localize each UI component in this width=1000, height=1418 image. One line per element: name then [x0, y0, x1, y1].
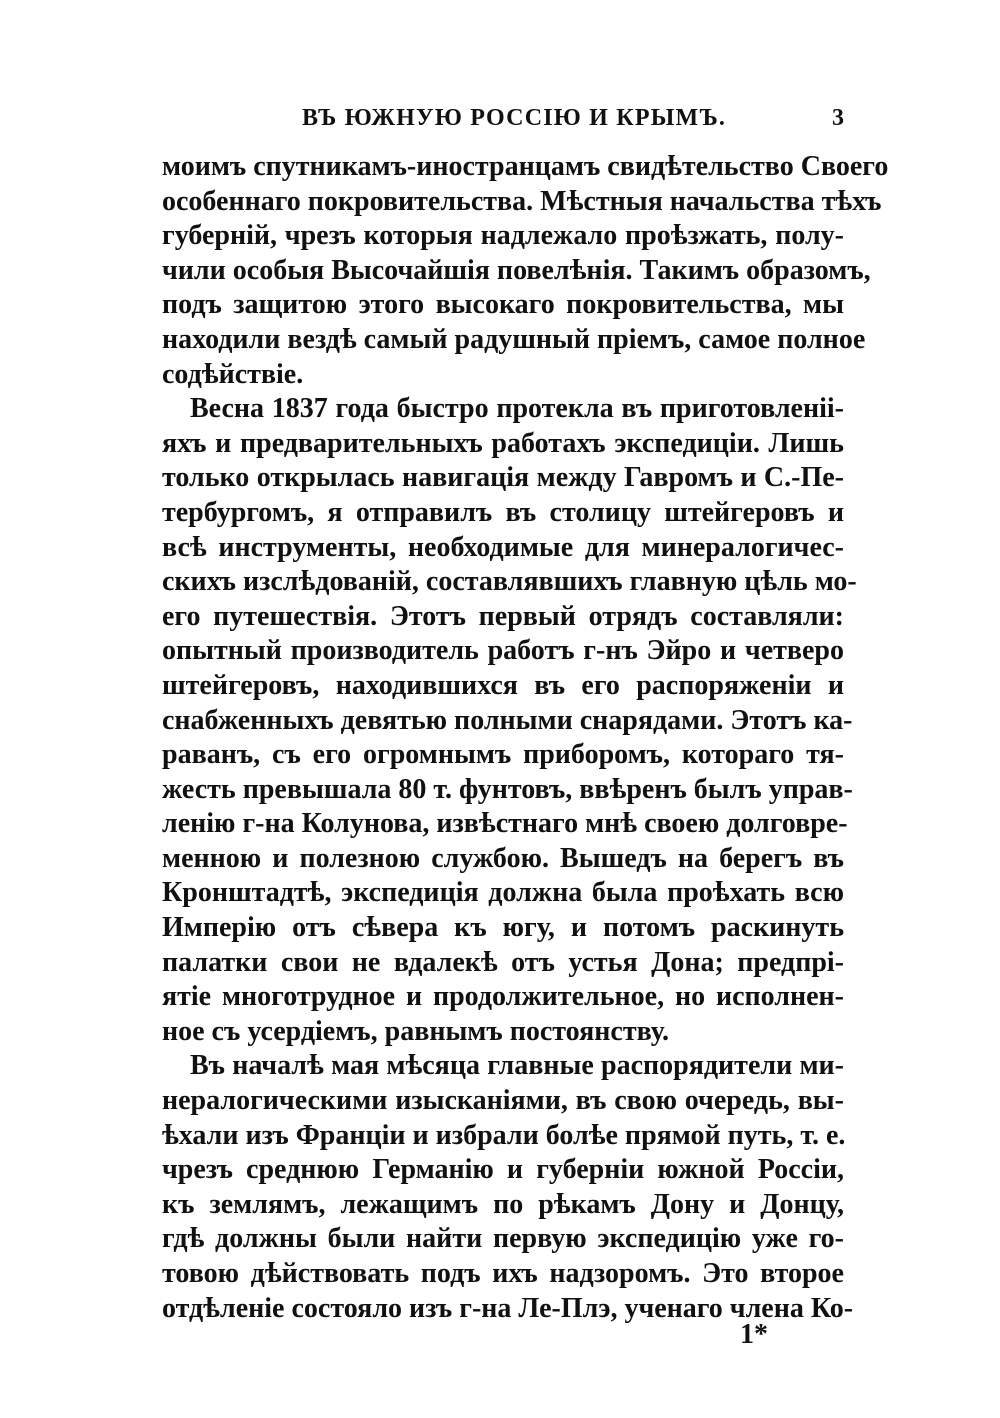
text-line: подъ защитою этого высокаго покровительства, мы	[162, 289, 844, 321]
text-line: особеннаго покровительства. Мѣстныя начальства тѣхъ	[162, 185, 882, 217]
text-line: только открылась навигація между Гавромъ и С.-Пе-	[162, 462, 844, 494]
text-line: всѣ инструменты, необходимые для минералогичес-	[162, 531, 844, 563]
text-line: его путешествія. Этотъ первый отрядъ составляли:	[162, 600, 844, 632]
page-body	[162, 150, 889, 1326]
text-line: снабженныхъ девятью полными снарядами. Этотъ ка-	[162, 704, 853, 736]
text-line: товою дѣйствовать подъ ихъ надзоромъ. Это второе	[162, 1258, 844, 1289]
text-line: ѣхали изъ Франціи и избрали болѣе прямой путь, т. е.	[162, 1119, 846, 1151]
text-line: раванъ, съ его огромнымъ приборомъ, котораго тя-	[162, 739, 844, 771]
page-number: 3	[832, 105, 844, 131]
text-line: Въ началѣ мая мѣсяца главные распорядители ми-	[190, 1050, 844, 1082]
text-line: скихъ изслѣдованій, составлявшихъ главную цѣль мо-	[162, 566, 857, 598]
text-line: отдѣленіе состояло изъ г-на Ле-Плэ, ученаго члена Ко-	[162, 1292, 854, 1324]
text-line: менною и полезною службою. Вышедъ на берегъ въ	[162, 842, 844, 874]
paragraph-3	[162, 1049, 854, 1326]
text-line: палатки свои не вдалекѣ отъ устья Дона; предпрі-	[162, 946, 844, 978]
running-title: ВЪ ЮЖНУЮ РОССІЮ И КРЫМЪ.	[302, 105, 727, 131]
paragraph-1	[162, 150, 889, 392]
paragraph-2	[162, 392, 857, 1049]
text-line: Весна 1837 года быстро протекла въ приготовленіі-	[190, 393, 844, 425]
text-line: чрезъ среднюю Германію и губерніи южной Россіи,	[162, 1154, 844, 1186]
text-line: ное съ усердіемъ, равнымъ постоянству.	[162, 1015, 669, 1047]
text-line: опытный производитель работъ г-нъ Эйро и четверо	[162, 635, 844, 667]
page-header	[162, 98, 844, 138]
text-line: губерній, чрезъ которыя надлежало проѣзжать, полу-	[162, 220, 844, 252]
printer-signature-mark: 1*	[740, 1319, 768, 1350]
text-line: жесть превышала 80 т. фунтовъ, ввѣренъ былъ управ-	[162, 773, 853, 805]
text-line: тербургомъ, я отправилъ въ столицу штейгеровъ и	[162, 496, 844, 528]
text-line: моимъ спутникамъ-иностранцамъ свидѣтельство Своего	[162, 151, 889, 182]
text-line: Кронштадтѣ, экспедиція должна была проѣхать всю	[162, 877, 844, 909]
text-line: находили вездѣ самый радушный пріемъ, самое полное	[162, 323, 866, 355]
text-line: нералогическими изысканіями, въ свою очередь, вы-	[162, 1085, 844, 1117]
text-line: чили особыя Высочайшія повелѣнія. Такимъ образомъ,	[162, 254, 871, 286]
text-line: содѣйствіе.	[162, 358, 304, 390]
text-line: ленію г-на Колунова, извѣстнаго мнѣ своею долговре-	[162, 808, 848, 840]
text-line: Имперію отъ сѣвера къ югу, и потомъ раскинуть	[162, 912, 844, 944]
text-line: ятіе многотрудное и продолжительное, но исполнен-	[162, 981, 844, 1013]
text-line: гдѣ должны были найти первую экспедицію уже го-	[162, 1223, 844, 1255]
text-line: къ землямъ, лежащимъ по рѣкамъ Дону и Донцу,	[162, 1188, 844, 1220]
text-line: яхъ и предварительныхъ работахъ экспедиціи. Лишь	[162, 427, 844, 459]
text-line: штейгеровъ, находившихся въ его распоряженіи и	[162, 669, 844, 701]
